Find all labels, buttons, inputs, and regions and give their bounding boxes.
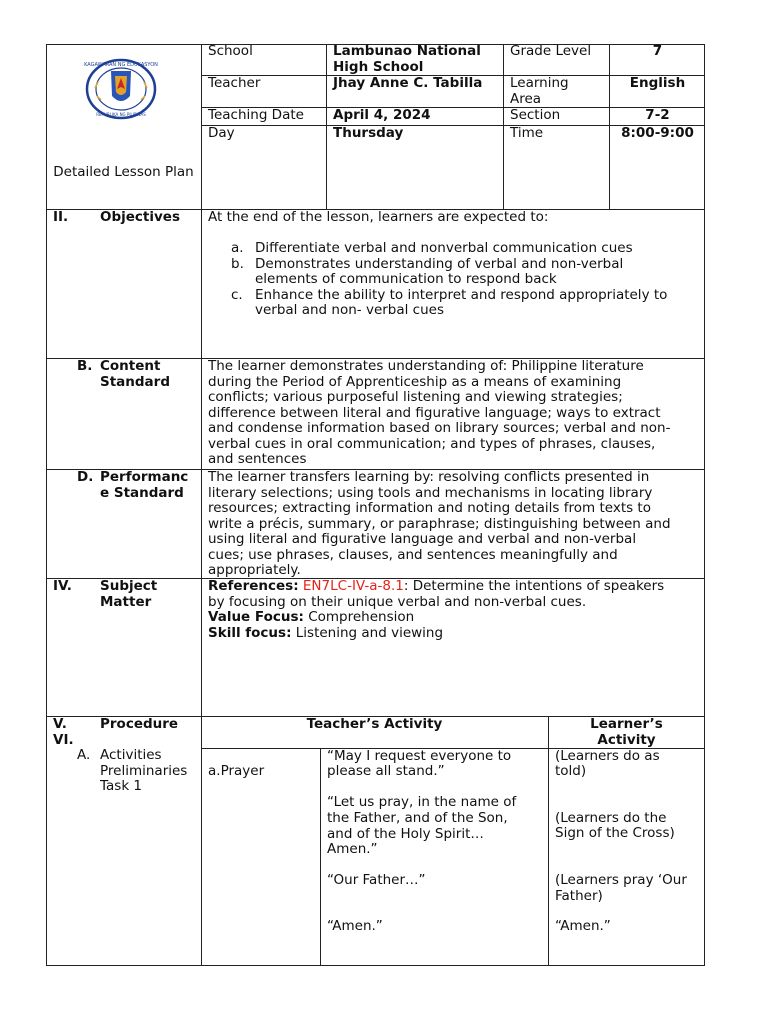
teacher-activity-header: Teacher’s Activity bbox=[306, 716, 443, 732]
content-standard-label: Content Standard bbox=[100, 358, 170, 390]
column-divider bbox=[201, 44, 202, 966]
subject-matter-label: Subject Matter bbox=[100, 578, 158, 610]
column-divider bbox=[320, 748, 321, 966]
grade-level-label: Grade Level bbox=[510, 43, 592, 59]
activities-marker: A. bbox=[77, 747, 91, 763]
time-value: 8:00-9:00 bbox=[621, 125, 694, 141]
seal-lettering: KAGAWARAN NG EDUKASYON bbox=[84, 62, 158, 68]
teaching-date-value: April 4, 2024 bbox=[333, 107, 431, 123]
content-standard-marker: B. bbox=[77, 358, 93, 374]
objective-item: c. Enhance the ability to interpret and respond appropriately to verbal and non- verbal cues bbox=[231, 286, 668, 318]
section-label: Section bbox=[510, 107, 561, 123]
performance-standard-label: Performanc e Standard bbox=[100, 469, 189, 501]
teaching-date-label: Teaching Date bbox=[208, 107, 304, 123]
deped-seal-logo bbox=[84, 58, 158, 120]
column-divider bbox=[326, 44, 327, 210]
learner-activity-header: Learner’s Activity bbox=[590, 716, 663, 748]
objectives-label: Objectives bbox=[100, 209, 180, 225]
objective-item: a. Differentiate verbal and nonverbal communication cues bbox=[231, 240, 633, 256]
time-label: Time bbox=[510, 125, 544, 141]
content-standard-text: The learner demonstrates understanding of: Philippine literature during the Period of Apprenticeship as a means of examining conflicts; various purposeful listening and viewing strategies; difference between literal and figurative language; ways to extract and condense information based on library sources; verbal and non- verbal cues in oral communication; and types of phrases, clauses, and sentences bbox=[208, 358, 671, 467]
learning-area-value: English bbox=[629, 75, 686, 91]
procedure-label: Procedure bbox=[100, 716, 179, 732]
competency-code: EN7LC-IV-a-8.1 bbox=[302, 578, 404, 594]
prayer-label: a.Prayer bbox=[208, 763, 265, 779]
objective-item: b. Demonstrates understanding of verbal and non-verbal elements of communication to respond back bbox=[231, 255, 624, 287]
teacher-value: Jhay Anne C. Tabilla bbox=[333, 75, 483, 91]
day-label: Day bbox=[208, 125, 235, 141]
performance-standard-marker: D. bbox=[77, 469, 94, 485]
subject-matter-numeral: IV. bbox=[53, 578, 72, 594]
learning-area-label: Learning Area bbox=[510, 75, 569, 107]
objectives-numeral: II. bbox=[53, 209, 69, 225]
seal-lettering: REPUBLIKA NG PILIPINAS bbox=[96, 112, 146, 117]
procedure-numeral: V. VI. bbox=[53, 716, 74, 748]
subject-matter-text: References: EN7LC-IV-a-8.1: Determine the intentions of speakers by focusing on their unique verbal and non-verbal cues. Value Focus: Comprehension Skill focus: Listening and viewing bbox=[208, 578, 665, 641]
objectives-list bbox=[208, 241, 667, 319]
school-value: Lambunao National High School bbox=[333, 43, 481, 75]
school-label: School bbox=[208, 43, 253, 59]
grade-level-value: 7 bbox=[652, 43, 663, 59]
document-title: Detailed Lesson Plan bbox=[53, 164, 194, 180]
column-divider bbox=[548, 716, 549, 966]
section-value: 7-2 bbox=[645, 107, 670, 123]
column-divider bbox=[503, 44, 504, 210]
day-value: Thursday bbox=[333, 125, 404, 141]
performance-standard-text: The learner transfers learning by: resolving conflicts presented in literary selections; using tools and mechanisms in locating library resources; extracting information and noting details from texts to write a précis, summary, or paraphrase; distinguishing between and using literal and figurative language and verbal and non-verbal cues; use phrases, clauses, and sentences meaningfully and appropriately. bbox=[208, 469, 671, 578]
objectives-intro: At the end of the lesson, learners are expected to: bbox=[208, 209, 549, 225]
activities-label: Activities Preliminaries Task 1 bbox=[100, 747, 188, 794]
teacher-label: Teacher bbox=[208, 75, 261, 91]
